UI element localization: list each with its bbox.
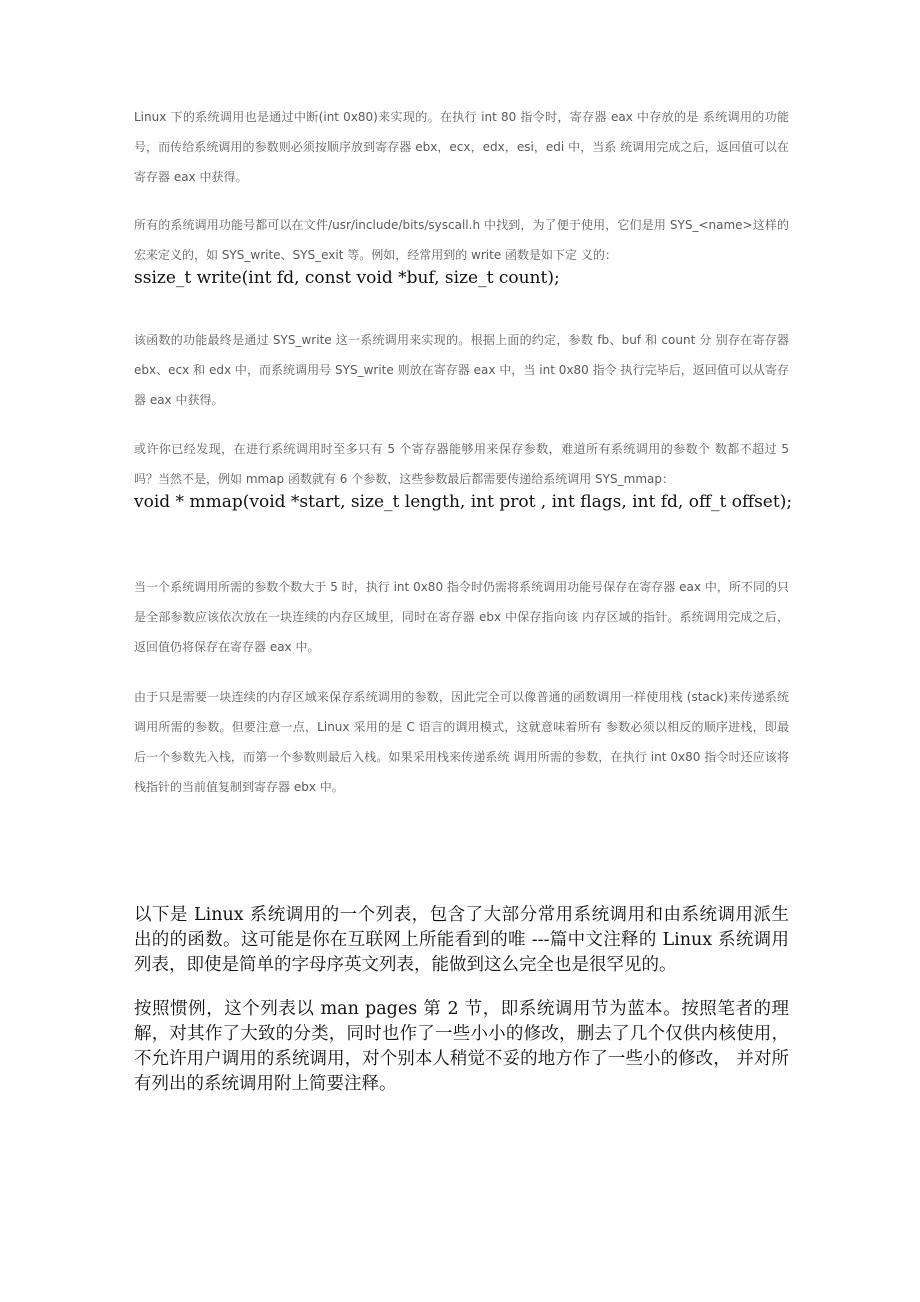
paragraph-write-registers: 该函数的功能最终是通过 SYS_write 这一系统调用来实现的。根据上面的约定，参数 fb、buf 和 count 分 别存在寄存器 ebx、ecx 和 edx 中，而系统调用号 SYS_write 则放在寄存器 eax 中，当 int 0x80 指令 执行完毕后，返回值可以从寄存器 eax 中获得。 bbox=[134, 333, 789, 407]
code-mmap-prototype: void * mmap(void *start, size_t length, int prot , int flags, int fd, off_t offset); bbox=[134, 492, 793, 512]
paragraph-memory-block: 当一个系统调用所需的参数个数大于 5 时，执行 int 0x80 指令时仍需将系统调用功能号保存在寄存器 eax 中，所不同的只是全部参数应该依次放在一块连续的内存区域里，同时在寄存器 ebx 中保存指向该 内存区域的指针。系统调用完成之后，返回值仍将保存在寄存器 eax 中。 bbox=[134, 580, 789, 654]
paragraph-stack-passing: 由于只是需要一块连续的内存区域来保存系统调用的参数，因此完全可以像普通的函数调用一样使用栈 (stack)来传递系统调用所需的参数。但要注意一点，Linux 采用的是 C 语言的调用模式，这就意味着所有 参数必须以相反的顺序进栈，即最后一个参数先入栈，而第一个参数则最后入栈。如果采用栈来传递系统 调用所需的参数，在执行 int 0x80 指令时还应该将栈指针的当前值复制到寄存器 ebx 中。 bbox=[134, 690, 789, 794]
paragraph-syscall-list-intro: 以下是 Linux 系统调用的一个列表，包含了大部分常用系统调用和由系统调用派生出的的函数。这可能是你在互联网上所能看到的唯 ---篇中文注释的 Linux 系统调用列表，即使是简单的字母序英文列表，能做到这么完全也是很罕见的。 bbox=[134, 905, 789, 975]
paragraph-man-pages-note: 按照惯例，这个列表以 man pages 第 2 节，即系统调用节为蓝本。按照笔者的理解，对其作了大致的分类，同时也作了一些小小的修改，删去了几个仅供内核使用，不允许用户调用的系统调用，对个别本人稍觉不妥的地方作了一些小的修改， 并对所有列出的系统调用附上简要注释。 bbox=[134, 999, 789, 1094]
paragraph-syscall-numbers: 所有的系统调用功能号都可以在文件/usr/include/bits/syscall.h 中找到，为了便于使用，它们是用 SYS_<name>这样的宏来定义的，如 SYS_write、SYS_exit 等。例如，经常用到的 write 函数是如下定 义的： bbox=[134, 218, 789, 262]
paragraph-five-registers: 或许你已经发现，在进行系统调用时至多只有 5 个寄存器能够用来保存参数，难道所有系统调用的参数个 数都不超过 5 吗？当然不是，例如 mmap 函数就有 6 个参数，这些参数最后都需要传递给系统调用 SYS_mmap： bbox=[134, 442, 789, 486]
paragraph-syscall-interrupt: Linux 下的系统调用也是通过中断(int 0x80)来实现的。在执行 int 80 指令时，寄存器 eax 中存放的是 系统调用的功能号，而传给系统调用的参数则必须按顺序放到寄存器 ebx，ecx，edx，esi，edi 中，当系 统调用完成之后，返回值可以在寄存器 eax 中获得。 bbox=[134, 110, 789, 184]
code-write-prototype: ssize_t write(int fd, const void *buf, size_t count); bbox=[134, 268, 560, 288]
